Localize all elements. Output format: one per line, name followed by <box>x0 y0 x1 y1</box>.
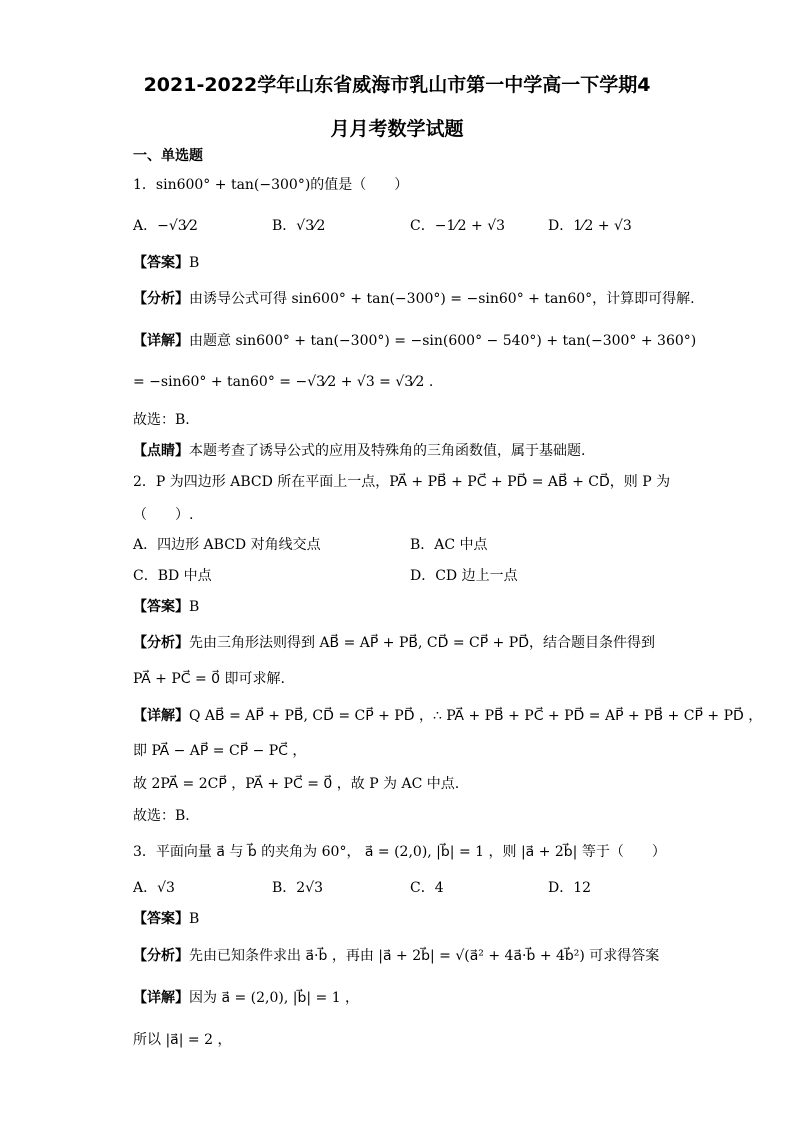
detail-text: 由题意 sin600° + tan(−300°) = −sin(600° − 540°) + tan(−300° + 360°) <box>189 333 697 349</box>
q3-option-b: B．2√3 <box>272 880 324 896</box>
answer-tag: 【答案】 <box>133 911 189 927</box>
q2-stem: 2．P 为四边形 ABCD 所在平面上一点，PA⃗ + PB⃗ + PC⃗ + PD⃗ = AB⃗ + CD⃗，则 P 为 <box>133 474 671 490</box>
q1-option-c: C．−1⁄2 + √3 <box>410 218 506 234</box>
q3-detail <box>133 988 359 1008</box>
document-title-line1: 2021-2022学年山东省威海市乳山市第一中学高一下学期4 <box>143 74 651 96</box>
q1-answer <box>133 253 199 273</box>
q2-detail-line2: 即 PA⃗ − AP⃗ = CP⃗ − PC⃗ ， <box>133 743 307 759</box>
analysis-tag: 【分析】 <box>133 948 189 964</box>
comment-tag: 【点睛】 <box>133 443 189 459</box>
detail-text: 因为 a⃗ = (2,0), |b⃗| = 1 ， <box>189 990 360 1006</box>
analysis-tag: 【分析】 <box>133 635 189 651</box>
q1-option-a: A．−√3⁄2 <box>133 218 198 234</box>
answer-tag: 【答案】 <box>133 255 189 271</box>
q3-answer <box>133 909 199 929</box>
q3-stem: 3．平面向量 a⃗ 与 b⃗ 的夹角为 60°， a⃗ = (2,0), |b⃗| = 1 ，则 |a⃗ + 2b⃗| 等于（ ） <box>133 844 666 860</box>
q2-detail-line3: 故 2PA⃗ = 2CP⃗ ，PA⃗ + PC⃗ = 0⃗ ，故 P 为 AC 中点. <box>133 776 460 792</box>
q2-stem-cont: （ ）. <box>133 507 194 523</box>
q2-analysis <box>133 633 655 653</box>
answer-value: B <box>189 255 200 271</box>
detail-tag: 【详解】 <box>133 708 189 724</box>
answer-tag: 【答案】 <box>133 599 189 615</box>
comment-text: 本题考查了诱导公式的应用及特殊角的三角函数值，属于基础题. <box>189 443 586 459</box>
analysis-text: 由诱导公式可得 sin600° + tan(−300°) = −sin60° + tan60°，计算即可得解. <box>189 291 695 307</box>
q1-detail <box>133 331 696 351</box>
analysis-tag: 【分析】 <box>133 291 189 307</box>
q3-option-d: D．12 <box>548 880 592 896</box>
q1-option-b: B．√3⁄2 <box>272 218 326 234</box>
q2-answer <box>133 597 199 617</box>
section-heading: 一、单选题 <box>133 148 203 164</box>
q3-option-a: A．√3 <box>133 880 175 896</box>
q2-option-a: A．四边形 ABCD 对角线交点 <box>133 537 321 553</box>
q1-stem: 1．sin600° + tan(−300°)的值是（ ） <box>133 177 409 193</box>
q3-detail-cont: 所以 |a⃗| = 2 ， <box>133 1032 232 1048</box>
answer-value: B <box>189 911 200 927</box>
q2-option-c: C．BD 中点 <box>133 568 212 584</box>
q1-detail-cont: = −sin60° + tan60° = −√3⁄2 + √3 = √3⁄2 . <box>133 374 434 390</box>
answer-value: B <box>189 599 200 615</box>
detail-text: Q AB⃗ = AP⃗ + PB⃗, CD⃗ = CP⃗ + PD⃗ ，∴ PA⃗ + PB⃗ + PC⃗ + PD⃗ = AP⃗ + PB⃗ + CP⃗ + PD⃗ ， <box>189 708 763 724</box>
q2-detail <box>133 706 762 726</box>
detail-tag: 【详解】 <box>133 333 189 349</box>
analysis-text: 先由已知条件求出 a⃗·b⃗ ，再由 |a⃗ + 2b⃗| = √(a⃗² + 4a⃗·b⃗ + 4b⃗²) 可求得答案 <box>189 948 660 964</box>
detail-tag: 【详解】 <box>133 990 189 1006</box>
q3-analysis <box>133 946 659 966</box>
q1-option-d: D．1⁄2 + √3 <box>548 218 632 234</box>
q2-choose: 故选：B. <box>133 808 190 824</box>
q2-option-d: D．CD 边上一点 <box>410 568 518 584</box>
q1-analysis <box>133 289 695 309</box>
q2-analysis-cont: PA⃗ + PC⃗ = 0⃗ 即可求解. <box>133 671 285 687</box>
q3-option-c: C．4 <box>410 880 444 896</box>
q1-comment <box>133 441 585 461</box>
q2-option-b: B．AC 中点 <box>410 537 488 553</box>
document-title-line2: 月月考数学试题 <box>330 118 464 140</box>
q1-choose: 故选：B. <box>133 412 190 428</box>
analysis-text: 先由三角形法则得到 AB⃗ = AP⃗ + PB⃗, CD⃗ = CP⃗ + PD⃗，结合题目条件得到 <box>189 635 656 651</box>
